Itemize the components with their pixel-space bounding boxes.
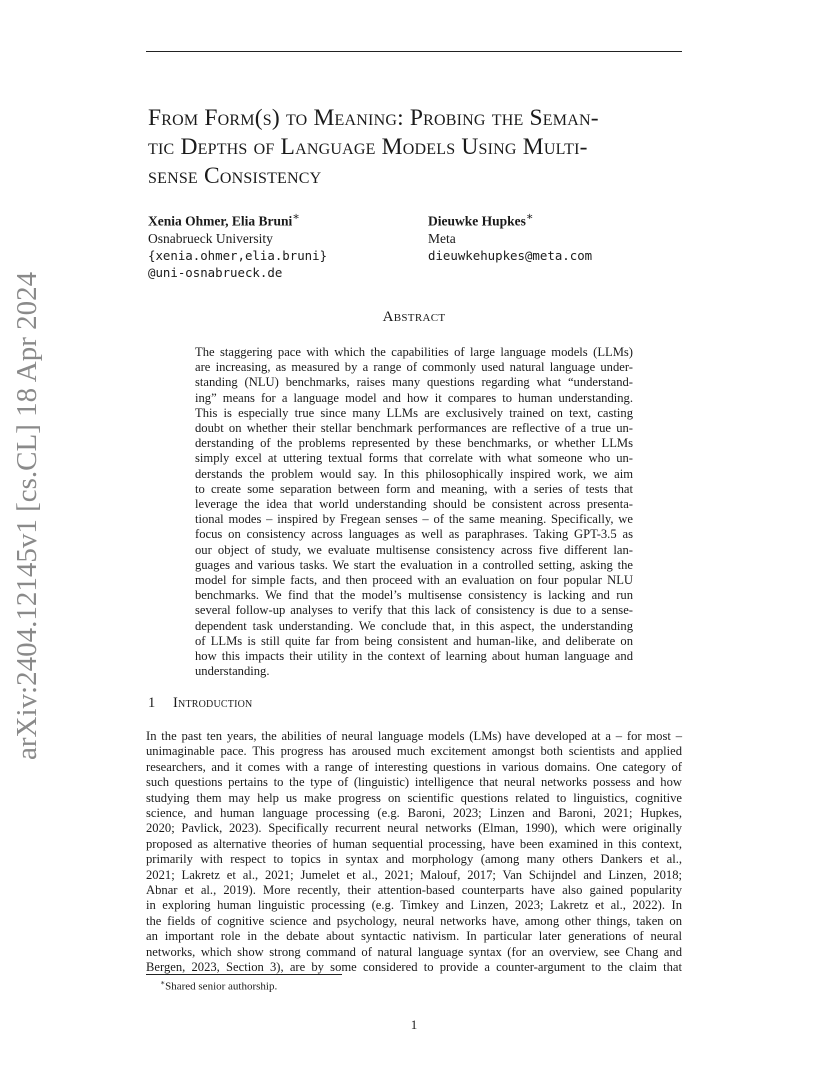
title-line: sense Consistency	[148, 163, 322, 189]
abstract-line: doubt on whether their stellar benchmark performances are reflective of a true un-	[195, 421, 633, 436]
author-names: Xenia Ohmer, Elia Bruni	[148, 213, 293, 229]
intro-line: unimaginable pace. This progress has aroused much excitement amongst both scientists and applied	[146, 744, 682, 759]
abstract-line: This is especially true since many LLMs are exclusively trained on text, casting	[195, 405, 633, 420]
introduction-body	[146, 729, 682, 976]
abstract-line: The staggering pace with which the capabilities of large language models (LLMs)	[195, 345, 633, 359]
intro-line: Bergen, 2023, Section 3), are by some considered to provide a counter-argument to the claim that	[146, 960, 682, 975]
author-email: {xenia.ohmer,elia.bruni}	[148, 247, 328, 263]
author-affiliation: Meta	[428, 230, 456, 246]
intro-line: 2021; Lakretz et al., 2021; Jumelet et al., 2021; Malouf, 2017; Van Schijndel and Linzen, 2018;	[146, 867, 682, 882]
abstract-line: to create some separation between form and meaning, with a series of tests that	[195, 481, 633, 496]
section-title: Introduction	[173, 695, 253, 711]
author-affiliation: Osnabrueck University	[148, 230, 273, 246]
abstract-line: several follow-up analyses to verify that this lack of consistency is due to a sense-	[195, 603, 633, 618]
abstract-line: dependent task understanding. We conclude that, in this aspect, the understanding	[195, 618, 633, 633]
paper-title	[148, 104, 688, 191]
abstract-line: tional modes – inspired by Fregean senses – of the same meaning. Specifically, we	[195, 512, 633, 527]
abstract-line: of LLMs is still quite far from being consistent and human-like, and deliberate on	[195, 633, 633, 648]
abstract-line: guages and various tasks. We start the evaluation in a controlled setting, asking the	[195, 557, 633, 572]
page-number: 1	[410, 1017, 418, 1032]
abstract-line: our object of study, we evaluate multisense consistency across five different lan-	[195, 542, 633, 557]
footnote	[160, 978, 277, 993]
footnote-text: Shared senior authorship.	[165, 980, 278, 993]
top-rule	[146, 51, 682, 52]
abstract-line: understanding.	[195, 664, 270, 679]
abstract-line: are increasing, as measured by a range of commonly used natural language under-	[195, 360, 633, 375]
title-line: tic Depths of Language Models Using Multi-	[148, 134, 588, 160]
intro-line: studying them may help us make progress on scientific questions related to linguistics, cognitive	[146, 790, 682, 805]
section-heading	[148, 695, 252, 712]
author-names: Dieuwke Hupkes	[428, 213, 526, 229]
arxiv-identifier: arXiv:2404.12145v1 [cs.CL] 18 Apr 2024	[11, 271, 43, 760]
intro-line: such questions pertains to the type of (linguistic) intelligence that neural networks possess and how	[146, 775, 682, 790]
intro-line: In the past ten years, the abilities of neural language models (LMs) have developed at a – for most –	[146, 729, 682, 743]
section-number: 1	[148, 695, 156, 711]
abstract-body	[195, 345, 633, 679]
shared-authorship-marker: ∗	[525, 211, 534, 223]
abstract-line: simply excel at uttering textual forms that correlate with what someone who un-	[195, 451, 633, 466]
intro-line: science, and human language processing (e.g. Baroni, 2023; Linzen and Baroni, 2021; Hupkes,	[146, 806, 682, 821]
author-email-domain: @uni-osnabrueck.de	[148, 264, 283, 280]
intro-line: Abnar et al., 2019). More recently, their attention-based counterparts have also gained popularity	[146, 883, 682, 898]
author-block-left	[148, 209, 327, 281]
intro-line: researchers, and it comes with a range of interesting questions in various domains. One category of	[146, 759, 682, 774]
abstract-line: standing (NLU) benchmarks, raises many questions regarding what “understand-	[195, 375, 633, 390]
author-block-right	[428, 209, 592, 264]
abstract-line: focus on consistency across languages as well as paraphrases. Taking GPT-3.5 as	[195, 527, 633, 542]
abstract-line: derstands the problem would say. In this philosophically inspired work, we aim	[195, 466, 633, 481]
abstract-line: ing” means for a language model and how it compares to human understanding.	[195, 390, 633, 405]
abstract-line: how this impacts their utility in the context of learning about human language and	[195, 649, 633, 664]
intro-line: in exploring human linguistic processing (e.g. Timkey and Linzen, 2023; Lakretz et al., 2022). In	[146, 898, 682, 913]
intro-line: proposed as alternative theories of human sequential processing, have been examined in this context,	[146, 836, 682, 851]
title-line: From Form(s) to Meaning: Probing the Seman-	[148, 105, 599, 131]
shared-authorship-marker: ∗	[292, 211, 300, 223]
intro-line: the fields of cognitive science and psychology, neural networks have, among other things, taken on	[146, 913, 682, 928]
intro-line: an important role in the debate about syntactic nativism. In particular later generations of neural	[146, 929, 682, 944]
intro-line: 2020; Pavlick, 2023). Specifically recurrent neural networks (Elman, 1990), which were originally	[146, 821, 682, 836]
footnote-marker: ∗	[160, 978, 166, 987]
intro-line: networks, which show strong command of natural language syntax (for an overview, see Chang and	[146, 944, 682, 959]
abstract-line: derstanding of the problems represented by these benchmarks, or whether LLMs	[195, 436, 633, 451]
abstract-heading: Abstract	[382, 309, 446, 325]
abstract-line: leverage the idea that world understanding should be consistent across presenta-	[195, 497, 633, 512]
intro-line: primarily with respect to topics in syntax and morphology (among many others Dankers et al.,	[146, 852, 682, 867]
footnote-rule	[146, 974, 342, 975]
abstract-line: model for simple facts, and then proceed with an evaluation on four popular NLU	[195, 573, 633, 588]
author-email: dieuwkehupkes@meta.com	[428, 247, 593, 263]
abstract-line: benchmarks. We find that the model’s multisense consistency is lacking and run	[195, 588, 633, 603]
